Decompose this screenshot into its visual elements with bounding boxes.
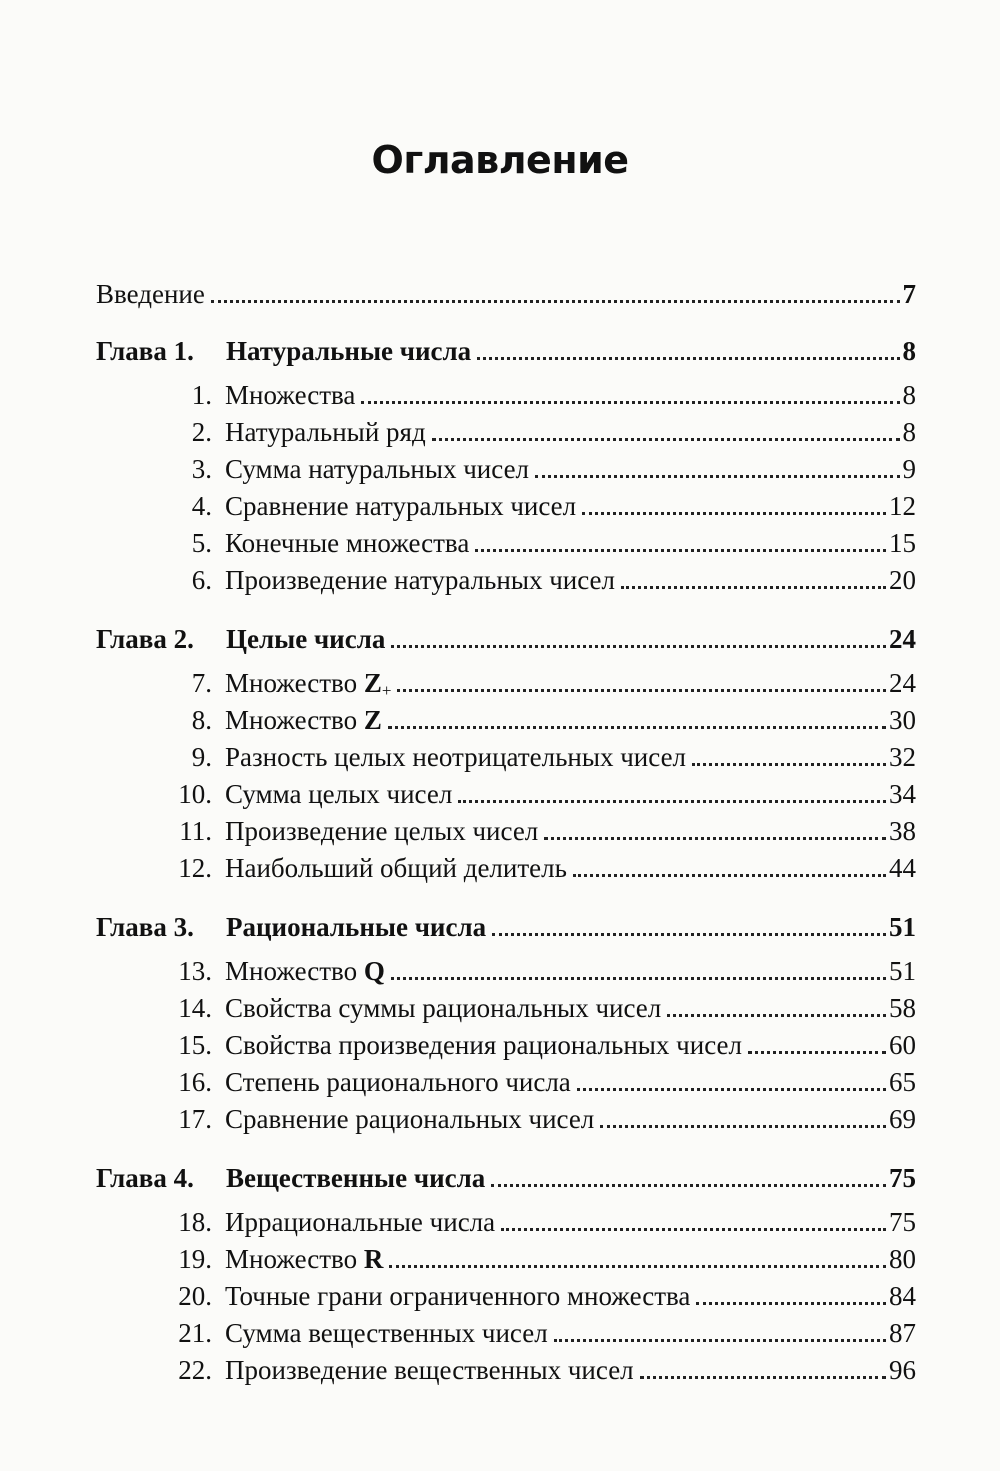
chapter-title: Целые числа bbox=[226, 624, 386, 654]
section-title bbox=[225, 1027, 742, 1064]
section-number: 14. bbox=[178, 993, 212, 1023]
section-number: 12. bbox=[178, 853, 212, 883]
dot-leader bbox=[667, 1014, 886, 1017]
chapter-prefix: Глава 2. bbox=[96, 624, 194, 654]
section-page-number: 80 bbox=[889, 1244, 916, 1274]
section-number: 6. bbox=[191, 565, 212, 595]
toc-section-entry[interactable] bbox=[96, 813, 916, 850]
intro-page-number: 7 bbox=[902, 279, 916, 309]
toc-section-entry[interactable] bbox=[96, 414, 916, 451]
dot-leader bbox=[388, 726, 886, 729]
section-number: 8. bbox=[191, 705, 212, 735]
math-set-symbol: Q bbox=[363, 956, 385, 986]
section-title-text: Иррациональные числа bbox=[225, 1207, 496, 1237]
dot-leader bbox=[696, 1302, 886, 1305]
dot-leader bbox=[458, 800, 886, 803]
section-title bbox=[225, 1241, 383, 1278]
section-title-text: Произведение вещественных чисел bbox=[225, 1355, 634, 1385]
chapter-title: Рациональные числа bbox=[226, 912, 487, 942]
chapter-page-number: 24 bbox=[889, 624, 916, 654]
dot-leader bbox=[748, 1051, 886, 1054]
section-title bbox=[225, 702, 382, 739]
section-title-text: Точные грани ограниченного множества bbox=[225, 1281, 691, 1311]
section-page-number: 9 bbox=[902, 454, 916, 484]
toc-section-entry[interactable] bbox=[96, 776, 916, 813]
toc-section-entry[interactable] bbox=[96, 1027, 916, 1064]
dot-leader bbox=[477, 357, 899, 360]
dot-leader bbox=[432, 438, 900, 441]
section-title bbox=[225, 1064, 571, 1101]
section-title bbox=[225, 414, 426, 451]
toc-section-entry[interactable] bbox=[96, 702, 916, 739]
section-page-number: 44 bbox=[889, 853, 916, 883]
toc-chapter-entry[interactable] bbox=[96, 333, 916, 370]
toc-section-entry[interactable] bbox=[96, 990, 916, 1027]
section-number: 2. bbox=[191, 417, 212, 447]
toc-section-entry[interactable] bbox=[96, 562, 916, 599]
section-number: 10. bbox=[178, 779, 212, 809]
section-title-text: Свойства суммы рациональных чисел bbox=[225, 993, 662, 1023]
chapter-page-number: 8 bbox=[902, 336, 916, 366]
toc-chapter-entry[interactable] bbox=[96, 1160, 916, 1197]
chapter-page-number: 51 bbox=[889, 912, 916, 942]
section-title bbox=[225, 562, 615, 599]
dot-leader bbox=[361, 401, 899, 404]
section-page-number: 96 bbox=[889, 1355, 916, 1385]
section-page-number: 69 bbox=[889, 1104, 916, 1134]
section-title bbox=[225, 1204, 495, 1241]
section-title bbox=[225, 739, 686, 776]
dot-leader bbox=[621, 586, 886, 589]
dot-leader bbox=[391, 645, 886, 648]
section-title bbox=[225, 953, 385, 990]
section-title bbox=[225, 1278, 690, 1315]
math-subscript: + bbox=[381, 681, 392, 700]
section-page-number: 34 bbox=[889, 779, 916, 809]
section-page-number: 65 bbox=[889, 1067, 916, 1097]
toc-section-entry[interactable] bbox=[96, 1352, 916, 1389]
toc-section-entry[interactable] bbox=[96, 1101, 916, 1138]
math-set-symbol: R bbox=[363, 1244, 384, 1274]
toc-section-entry[interactable] bbox=[96, 1315, 916, 1352]
chapter-prefix: Глава 1. bbox=[96, 336, 194, 366]
dot-leader bbox=[577, 1088, 886, 1091]
dot-leader bbox=[492, 933, 886, 936]
section-title bbox=[225, 1352, 634, 1389]
toc-section-entry[interactable] bbox=[96, 665, 916, 702]
section-title-text: Сумма натуральных чисел bbox=[225, 454, 530, 484]
section-title-text: Множество bbox=[225, 705, 364, 735]
section-title-text: Конечные множества bbox=[225, 528, 470, 558]
section-number: 4. bbox=[191, 491, 212, 521]
section-number: 1. bbox=[191, 380, 212, 410]
section-page-number: 87 bbox=[889, 1318, 916, 1348]
table-of-contents bbox=[96, 276, 916, 1389]
dot-leader bbox=[211, 300, 900, 303]
section-number: 13. bbox=[178, 956, 212, 986]
section-title bbox=[225, 813, 538, 850]
section-title-text: Сравнение натуральных чисел bbox=[225, 491, 577, 521]
dot-leader bbox=[582, 512, 886, 515]
chapter-title: Натуральные числа bbox=[226, 336, 472, 366]
section-title bbox=[225, 488, 576, 525]
section-title-text: Произведение натуральных чисел bbox=[225, 565, 616, 595]
section-title-text: Натуральный ряд bbox=[225, 417, 426, 447]
section-title-text: Сумма целых чисел bbox=[225, 779, 453, 809]
section-title-text: Множество bbox=[225, 668, 364, 698]
section-title bbox=[225, 451, 529, 488]
toc-chapter-entry[interactable] bbox=[96, 621, 916, 658]
section-title bbox=[225, 377, 355, 414]
section-title-text: Сумма вещественных чисел bbox=[225, 1318, 548, 1348]
section-number: 3. bbox=[191, 454, 212, 484]
toc-section-entry[interactable] bbox=[96, 1278, 916, 1315]
section-number: 21. bbox=[178, 1318, 212, 1348]
section-page-number: 60 bbox=[889, 1030, 916, 1060]
dot-leader bbox=[389, 1265, 886, 1268]
toc-section-entry[interactable] bbox=[96, 377, 916, 414]
section-number: 17. bbox=[178, 1104, 212, 1134]
dot-leader bbox=[397, 689, 886, 692]
chapter-prefix: Глава 4. bbox=[96, 1163, 194, 1193]
math-set-symbol: Z bbox=[363, 705, 382, 735]
section-page-number: 8 bbox=[902, 380, 916, 410]
dot-leader bbox=[554, 1339, 886, 1342]
dot-leader bbox=[573, 874, 886, 877]
page-title: Оглавление bbox=[371, 138, 629, 182]
section-title-text: Свойства произведения рациональных чисел bbox=[225, 1030, 742, 1060]
toc-section-entry[interactable] bbox=[96, 488, 916, 525]
section-number: 5. bbox=[191, 528, 212, 558]
section-title-text: Разность целых неотрицательных чисел bbox=[225, 742, 687, 772]
toc-chapter-entry[interactable] bbox=[96, 909, 916, 946]
dot-leader bbox=[391, 977, 886, 980]
dot-leader bbox=[600, 1125, 886, 1128]
intro-label: Введение bbox=[96, 279, 205, 309]
dot-leader bbox=[491, 1184, 886, 1187]
dot-leader bbox=[535, 475, 899, 478]
dot-leader bbox=[544, 837, 886, 840]
section-title-text: Множество bbox=[225, 1244, 364, 1274]
section-title-text: Степень рационального числа bbox=[225, 1067, 571, 1097]
dot-leader bbox=[475, 549, 886, 552]
section-page-number: 24 bbox=[889, 668, 916, 698]
section-page-number: 38 bbox=[889, 816, 916, 846]
section-page-number: 15 bbox=[889, 528, 916, 558]
section-number: 15. bbox=[178, 1030, 212, 1060]
chapter-title: Вещественные числа bbox=[226, 1163, 486, 1193]
section-title bbox=[225, 1315, 548, 1352]
section-title bbox=[225, 525, 469, 562]
section-number: 20. bbox=[178, 1281, 212, 1311]
section-title-text: Множества bbox=[225, 380, 356, 410]
math-set-symbol: Z bbox=[363, 668, 382, 698]
section-page-number: 32 bbox=[889, 742, 916, 772]
section-page-number: 84 bbox=[889, 1281, 916, 1311]
section-number: 16. bbox=[178, 1067, 212, 1097]
section-title bbox=[225, 990, 661, 1027]
toc-section-entry[interactable] bbox=[96, 850, 916, 887]
toc-entry-intro[interactable] bbox=[96, 276, 916, 313]
section-page-number: 20 bbox=[889, 565, 916, 595]
section-title bbox=[225, 850, 567, 887]
section-page-number: 30 bbox=[889, 705, 916, 735]
dot-leader bbox=[501, 1228, 886, 1231]
section-number: 9. bbox=[191, 742, 212, 772]
section-page-number: 58 bbox=[889, 993, 916, 1023]
section-page-number: 75 bbox=[889, 1207, 916, 1237]
toc-section-entry[interactable] bbox=[96, 739, 916, 776]
section-number: 19. bbox=[178, 1244, 212, 1274]
section-page-number: 12 bbox=[889, 491, 916, 521]
section-number: 18. bbox=[178, 1207, 212, 1237]
section-page-number: 8 bbox=[902, 417, 916, 447]
toc-section-entry[interactable] bbox=[96, 525, 916, 562]
section-title bbox=[225, 776, 452, 813]
section-page-number: 51 bbox=[889, 956, 916, 986]
chapter-prefix: Глава 3. bbox=[96, 912, 194, 942]
section-title-text: Сравнение рациональных чисел bbox=[225, 1104, 595, 1134]
section-number: 11. bbox=[179, 816, 212, 846]
toc-section-entry[interactable] bbox=[96, 451, 916, 488]
section-title-text: Наибольший общий делитель bbox=[225, 853, 567, 883]
toc-section-entry[interactable] bbox=[96, 1064, 916, 1101]
toc-section-entry[interactable] bbox=[96, 1204, 916, 1241]
chapter-page-number: 75 bbox=[889, 1163, 916, 1193]
section-number: 22. bbox=[178, 1355, 212, 1385]
section-title bbox=[225, 1101, 594, 1138]
dot-leader bbox=[640, 1376, 886, 1379]
toc-section-entry[interactable] bbox=[96, 953, 916, 990]
toc-section-entry[interactable] bbox=[96, 1241, 916, 1278]
section-number: 7. bbox=[191, 668, 212, 698]
dot-leader bbox=[692, 763, 886, 766]
section-title-text: Множество bbox=[225, 956, 364, 986]
section-title-text: Произведение целых чисел bbox=[225, 816, 539, 846]
